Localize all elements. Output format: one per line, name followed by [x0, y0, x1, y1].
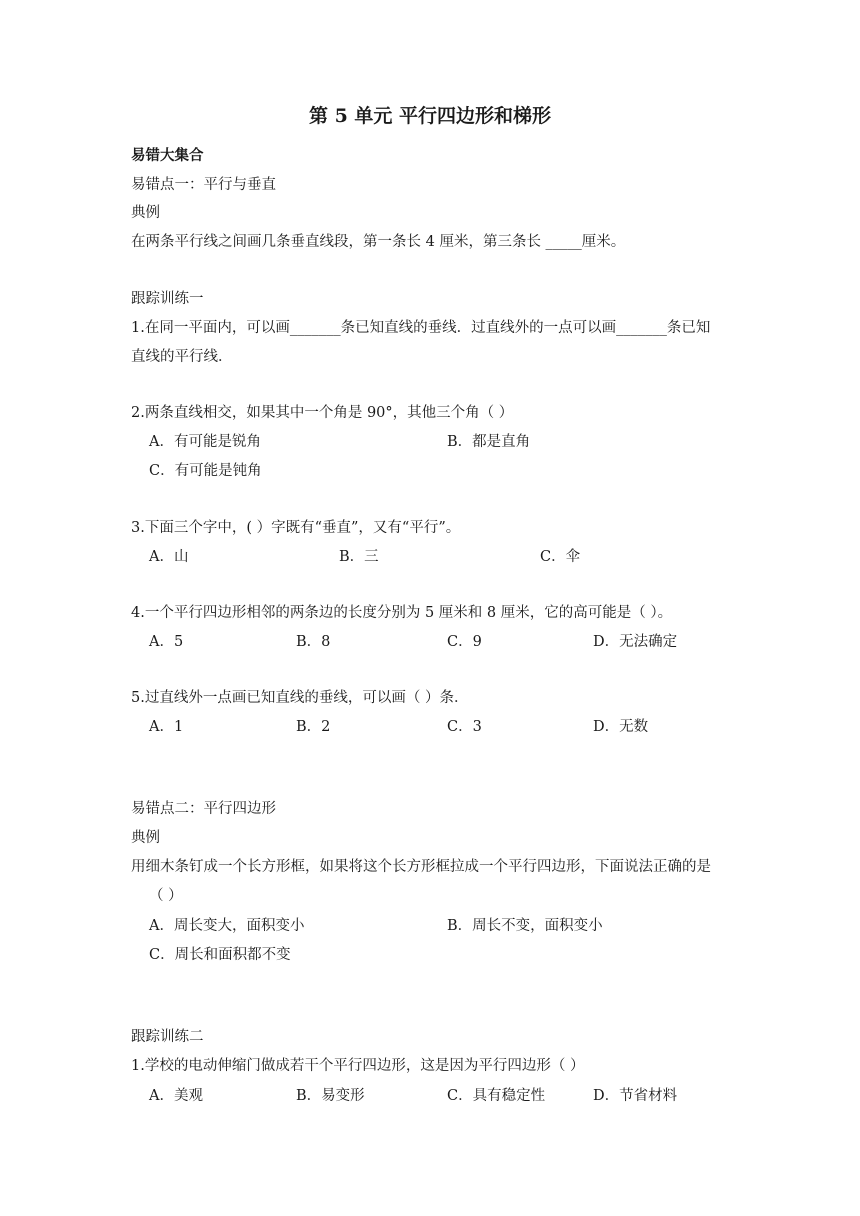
t1-q4-option-c: C．9 — [447, 634, 482, 650]
point1-example-label: 典例 — [131, 205, 160, 221]
t1-q2-stem: 2.两条直线相交，如果其中一个角是 90°，其他三个角（ ） — [131, 405, 514, 421]
point1-label: 易错点一：平行与垂直 — [131, 177, 276, 193]
t1-q3-option-c: C．伞 — [540, 549, 581, 565]
t1-q2-option-b: B．都是直角 — [447, 434, 531, 450]
point2-example-label: 典例 — [131, 830, 160, 846]
t1-q3-option-a: A．山 — [149, 549, 189, 565]
t1-q5-option-b: B．2 — [296, 719, 331, 735]
t1-q4-option-a: A．5 — [149, 634, 184, 650]
point2-option-b: B．周长不变，面积变小 — [447, 918, 603, 934]
t1-q5-option-a: A．1 — [149, 719, 184, 735]
point2-example-line1: 用细木条钉成一个长方形框，如果将这个长方形框拉成一个平行四边形，下面说法正确的是 — [131, 859, 711, 875]
point2-label: 易错点二：平行四边形 — [131, 801, 276, 817]
t2-q1-option-a: A．美观 — [149, 1088, 203, 1104]
t1-q3-stem: 3.下面三个字中，( ）字既有“垂直”，又有“平行”。 — [131, 520, 461, 536]
point2-example-line2: （ ） — [149, 888, 183, 904]
t1-q5-option-c: C．3 — [447, 719, 482, 735]
section-heading: 易错大集合 — [131, 147, 204, 164]
t1-q2-option-a: A．有可能是锐角 — [149, 434, 261, 450]
page-title: 第 5 单元 平行四边形和梯形 — [308, 105, 552, 127]
point2-option-a: A．周长变大，面积变小 — [149, 918, 305, 934]
point2-option-c: C．周长和面积都不变 — [149, 947, 291, 963]
t1-q1-line1: 1.在同一平面内，可以画_______条已知直线的垂线．过直线外的一点可以画_______条已知 — [131, 320, 711, 336]
t1-q5-stem: 5.过直线外一点画已知直线的垂线，可以画（ ）条． — [131, 690, 469, 706]
t1-q2-option-c: C．有可能是钝角 — [149, 463, 262, 479]
t2-q1-option-b: B．易变形 — [296, 1088, 365, 1104]
t2-q1-option-c: C．具有稳定性 — [447, 1088, 546, 1104]
t1-q5-option-d: D．无数 — [593, 719, 649, 735]
point1-example-text: 在两条平行线之间画几条垂直线段，第一条长 4 厘米，第三条长 _____厘米。 — [131, 234, 626, 250]
training2-label: 跟踪训练二 — [131, 1029, 204, 1045]
training1-label: 跟踪训练一 — [131, 291, 204, 307]
t1-q4-option-d: D．无法确定 — [593, 634, 678, 650]
t2-q1-stem: 1.学校的电动伸缩门做成若干个平行四边形，这是因为平行四边形（ ） — [131, 1058, 585, 1074]
t2-q1-option-d: D．节省材料 — [593, 1088, 678, 1104]
t1-q3-option-b: B．三 — [339, 549, 379, 565]
t1-q4-stem: 4.一个平行四边形相邻的两条边的长度分别为 5 厘米和 8 厘米，它的高可能是（ ）。 — [131, 605, 673, 621]
t1-q1-line2: 直线的平行线． — [131, 349, 233, 365]
t1-q4-option-b: B．8 — [296, 634, 331, 650]
